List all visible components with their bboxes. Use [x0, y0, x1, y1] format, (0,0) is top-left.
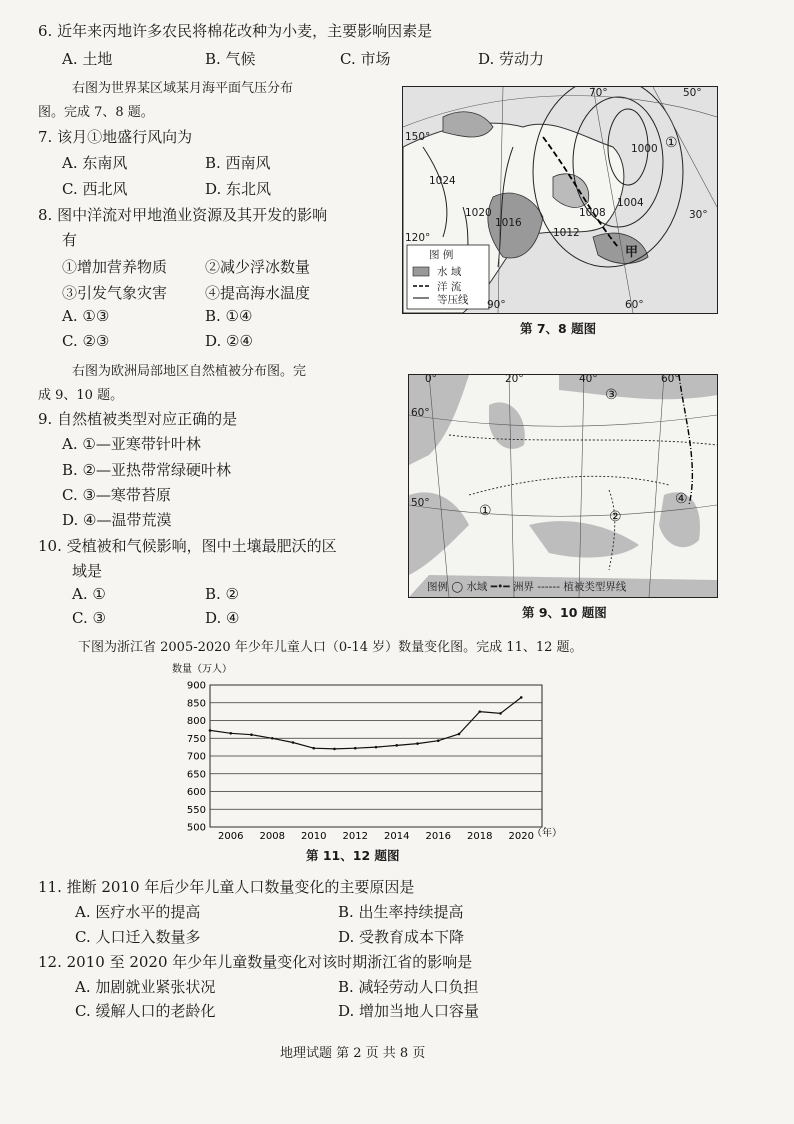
map1-legend-current: 洋 流 [437, 281, 462, 293]
q6-option-b: B. 气候 [205, 50, 256, 68]
map1-isobar-1024: 1024 [429, 175, 456, 187]
q8-option-a: A. ①③ [62, 307, 110, 325]
q10-option-a: A. ① [72, 585, 106, 603]
map2-marker-1: ① [479, 503, 492, 519]
q8-option-c: C. ②③ [62, 332, 110, 350]
q7-option-a: A. 东南风 [62, 154, 128, 172]
map1-legend-title: 图 例 [429, 249, 454, 261]
map1-isobar-1004: 1004 [617, 197, 644, 209]
chart-point [458, 733, 461, 736]
chart-point [416, 742, 419, 745]
chart-point [209, 729, 212, 732]
map2-lat-60: 60° [411, 407, 430, 419]
chart-x-tick-label: 2010 [301, 831, 327, 842]
q11-option-a: A. 医疗水平的提高 [75, 903, 201, 921]
q10-option-b: B. ② [205, 585, 240, 603]
q10-option-d: D. ④ [205, 609, 240, 627]
q9-stem: 9. 自然植被类型对应正确的是 [38, 410, 238, 428]
map2-marker-3: ③ [605, 387, 618, 403]
chart-x-label: （年） [532, 828, 562, 839]
map1-isobar-1016: 1016 [495, 217, 522, 229]
q6-stem: 6. 近年来丙地许多农民将棉花改种为小麦，主要影响因素是 [38, 22, 433, 40]
chart-x-tick-label: 2014 [384, 831, 410, 842]
q9-option-d: D. ④—温带荒漠 [62, 511, 172, 529]
chart-y-tick-label: 600 [186, 787, 206, 798]
map1-lon-60: 60° [625, 299, 644, 311]
map1-lon-30: 30° [689, 209, 708, 221]
intro-910-line2: 成 9、10 题。 [38, 388, 124, 403]
map2-lon-0: 0° [425, 374, 437, 385]
chart-point [395, 744, 398, 747]
chart-series-line [210, 697, 521, 749]
q12-option-c: C. 缓解人口的老龄化 [75, 1002, 216, 1020]
q12-option-a: A. 加剧就业紧张状况 [75, 978, 216, 996]
q10-stem-line1: 10. 受植被和气候影响，图中土壤最肥沃的区 [38, 537, 337, 555]
chart-x-tick-label: 2008 [259, 831, 285, 842]
map1-isobar-1000: 1000 [631, 143, 658, 155]
chart-point [333, 748, 336, 751]
q6-option-d: D. 劳动力 [478, 50, 545, 68]
chart-point [312, 747, 315, 750]
q8-stem-line1: 8. 图中洋流对甲地渔业资源及其开发的影响 [38, 206, 328, 224]
chart-y-tick-label: 550 [186, 804, 206, 816]
chart-point [437, 739, 440, 742]
chart-x-tick-label: 2012 [342, 831, 368, 842]
chart-y-tick-label: 850 [186, 698, 206, 710]
chart-point [354, 747, 357, 750]
map2-lon-20: 20° [505, 374, 524, 385]
chart-x-tick-label: 2016 [425, 831, 451, 842]
chart-point [250, 733, 253, 736]
chart-x-ticks [218, 831, 534, 842]
chart-point [520, 696, 523, 699]
map1-lon-50: 50° [683, 87, 702, 99]
vegetation-map [408, 374, 718, 598]
q8-statement-4: ④提高海水温度 [205, 284, 311, 302]
map1-lat-120: 120° [405, 232, 431, 244]
map2-legend: 图例 ◯ 水域 ━•━ 洲界 ------ 植被类型界线 [427, 581, 627, 593]
q10-stem-line2: 域是 [72, 562, 103, 580]
chart-point [375, 746, 378, 749]
chart-point [271, 737, 274, 740]
q11-option-b: B. 出生率持续提高 [338, 903, 464, 921]
map2-caption: 第 9、10 题图 [522, 605, 607, 620]
q8-statement-1: ①增加营养物质 [62, 258, 168, 276]
chart-grid [210, 685, 542, 827]
map2-marker-2: ② [609, 509, 622, 525]
chart-y-tick-label: 500 [186, 822, 206, 834]
q11-option-d: D. 受教育成本下降 [338, 928, 465, 946]
map2-lat-50: 50° [411, 497, 430, 509]
q8-statement-3: ③引发气象灾害 [62, 284, 168, 302]
q9-option-a: A. ①—亚寒带针叶林 [62, 435, 201, 453]
population-chart-svg [170, 660, 570, 845]
q12-option-d: D. 增加当地人口容量 [338, 1002, 480, 1020]
chart-points [209, 696, 523, 750]
population-chart [170, 660, 570, 845]
q7-stem: 7. 该月①地盛行风向为 [38, 128, 193, 146]
map1-lat-150: 150° [405, 131, 431, 143]
map1-lon-90: 90° [487, 299, 506, 311]
q7-option-d: D. 东北风 [205, 180, 272, 198]
map2-lon-40: 40° [579, 374, 598, 385]
map2-lon-60: 60° [661, 374, 680, 385]
map1-legend-isobar: 等压线 [437, 294, 469, 306]
chart-y-tick-label: 900 [186, 680, 206, 692]
map1-legend-water: 水 域 [437, 266, 462, 278]
chart-x-tick-label: 2006 [218, 831, 244, 842]
q9-option-c: C. ③—寒带苔原 [62, 486, 171, 504]
chart-point [229, 732, 232, 735]
q11-option-c: C. 人口迁入数量多 [75, 928, 201, 946]
q7-option-c: C. 西北风 [62, 180, 128, 198]
map1-isobar-1012: 1012 [553, 227, 580, 239]
q10-option-c: C. ③ [72, 609, 106, 627]
map1-marker-1: ① [665, 135, 678, 151]
q8-stem-line2: 有 [62, 231, 78, 249]
chart-caption: 第 11、12 题图 [306, 848, 400, 863]
chart-x-tick-label: 2018 [467, 831, 493, 842]
chart-y-tick-label: 750 [186, 733, 206, 745]
q7-option-b: B. 西南风 [205, 154, 271, 172]
chart-point [499, 712, 502, 715]
chart-y-tick-label: 800 [186, 716, 206, 727]
q12-stem: 12. 2010 至 2020 年少年儿童数量变化对该时期浙江省的影响是 [38, 953, 473, 971]
map1-lon-70: 70° [589, 87, 608, 99]
map1-caption: 第 7、8 题图 [520, 321, 597, 336]
q6-option-c: C. 市场 [340, 50, 391, 68]
q11-stem: 11. 推断 2010 年后少年儿童人口数量变化的主要原因是 [38, 878, 415, 896]
q8-statement-2: ②减少浮冰数量 [205, 258, 311, 276]
chart-y-tick-label: 650 [186, 769, 206, 781]
map1-marker-jia: 甲 [625, 245, 639, 260]
map1-isobar-1008: 1008 [579, 207, 606, 219]
q9-option-b: B. ②—亚热带常绿硬叶林 [62, 461, 232, 479]
vegetation-map-drawing [409, 375, 717, 597]
map1-isobar-1020: 1020 [465, 207, 492, 219]
pressure-map [402, 86, 718, 314]
intro-910-line1: 右图为欧洲局部地区自然植被分布图。完 [72, 364, 307, 379]
q6-option-a: A. 土地 [62, 50, 113, 68]
chart-y-tick-label: 700 [186, 751, 206, 763]
chart-point [292, 741, 295, 744]
intro-1112: 下图为浙江省 2005-2020 年少年儿童人口（0-14 岁）数量变化图。完成 11、12 题。 [78, 640, 583, 655]
map2-marker-4: ④ [675, 491, 688, 507]
chart-x-tick-label: 2020 [508, 831, 534, 842]
intro-78-line2: 图。完成 7、8 题。 [38, 105, 154, 120]
chart-point [478, 710, 481, 713]
intro-78-line1: 右图为世界某区域某月海平面气压分布 [72, 81, 294, 96]
q12-option-b: B. 减轻劳动人口负担 [338, 978, 479, 996]
chart-y-ticks [187, 681, 206, 834]
q8-option-b: B. ①④ [205, 307, 253, 325]
q8-option-d: D. ②④ [205, 332, 253, 350]
chart-y-label: 数量（万人） [172, 664, 232, 675]
page-footer: 地理试题 第 2 页 共 8 页 [280, 1046, 426, 1061]
